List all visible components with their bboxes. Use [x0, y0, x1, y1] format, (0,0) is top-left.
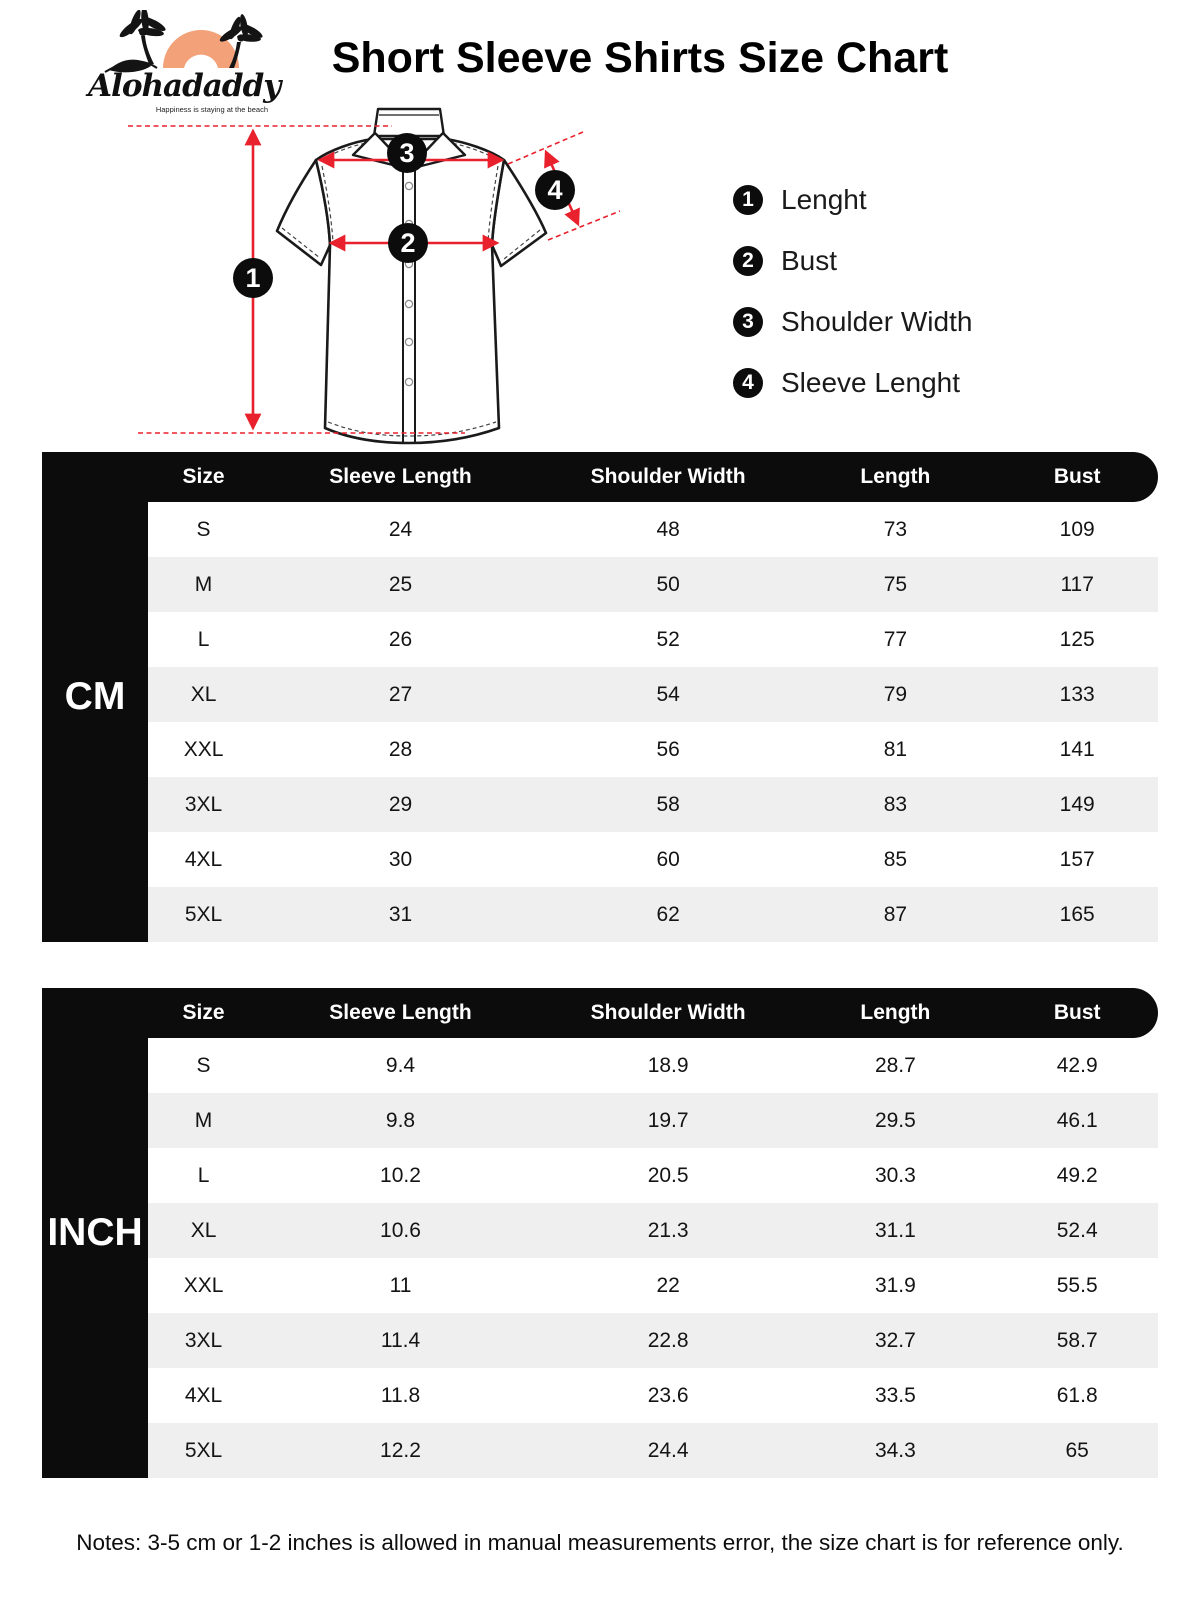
cell-bust: 141	[1059, 737, 1095, 761]
cell-shoulder-width: 48	[656, 517, 680, 541]
legend-number-badge: 1	[733, 185, 763, 215]
cell-sleeve-length: 12.2	[380, 1438, 421, 1462]
cell-length: 79	[883, 682, 908, 706]
table-row	[148, 1423, 1158, 1478]
legend-number-badge: 2	[733, 246, 763, 276]
logo-artwork	[91, 10, 276, 76]
legend-item	[733, 246, 972, 276]
cell-length: 30.3	[874, 1163, 916, 1187]
cell-length: 33.5	[874, 1383, 916, 1407]
cell-shoulder-width: 21.3	[647, 1218, 689, 1242]
cell-size: 3XL	[184, 1328, 223, 1352]
table-row	[148, 832, 1158, 887]
cell-size: M	[194, 572, 213, 596]
cell-bust: 55.5	[1056, 1273, 1098, 1297]
cell-size: 5XL	[184, 902, 223, 926]
cell-sleeve-length: 31	[388, 902, 413, 926]
cell-shoulder-width: 52	[656, 627, 680, 651]
table-row	[148, 722, 1158, 777]
unit-band-cm	[42, 452, 148, 942]
cell-shoulder-width: 60	[656, 847, 680, 871]
legend-item	[733, 307, 972, 337]
collar-band	[374, 109, 444, 136]
cell-shoulder-width: 62	[656, 902, 680, 926]
column-header: Sleeve Length	[329, 1001, 472, 1024]
cell-size: 3XL	[184, 792, 223, 816]
cell-sleeve-length: 9.8	[385, 1108, 416, 1132]
cell-sleeve-length: 9.4	[385, 1053, 416, 1077]
cell-length: 87	[883, 902, 908, 926]
cell-size: XL	[190, 682, 217, 706]
column-header: Sleeve Length	[329, 465, 472, 488]
table-row	[148, 502, 1158, 557]
cell-size: 4XL	[184, 1383, 223, 1407]
cell-shoulder-width: 56	[656, 737, 680, 761]
cell-size: L	[197, 627, 210, 651]
table-body-cm	[148, 502, 1158, 942]
cell-sleeve-length: 11.8	[380, 1383, 421, 1407]
cell-size: 5XL	[184, 1438, 223, 1462]
cell-length: 83	[883, 792, 908, 816]
cell-bust: 58.7	[1056, 1328, 1098, 1352]
table-header-cm	[42, 452, 1158, 502]
cell-bust: 65	[1065, 1438, 1089, 1462]
legend-item	[733, 185, 972, 215]
cell-shoulder-width: 58	[656, 792, 680, 816]
cell-size: L	[197, 1163, 210, 1187]
column-header: Bust	[1053, 465, 1101, 488]
cell-bust: 52.4	[1056, 1218, 1098, 1242]
column-header: Shoulder Width	[590, 1001, 746, 1024]
shirt-diagram	[120, 98, 620, 450]
cell-shoulder-width: 20.5	[647, 1163, 689, 1187]
cell-bust: 46.1	[1056, 1108, 1098, 1132]
size-table-inch	[42, 988, 1158, 1478]
column-header: Length	[860, 1001, 931, 1024]
column-header: Size	[182, 1001, 225, 1024]
table-row	[148, 1093, 1158, 1148]
cell-shoulder-width: 23.6	[647, 1383, 689, 1407]
cell-length: 28.7	[874, 1053, 916, 1077]
cell-sleeve-length: 10.2	[380, 1163, 421, 1187]
legend-label: Lenght	[781, 184, 867, 215]
table-row	[148, 612, 1158, 667]
cell-bust: 42.9	[1056, 1053, 1098, 1077]
column-header: Bust	[1053, 1001, 1101, 1024]
cell-bust: 117	[1060, 572, 1094, 596]
brand-tagline: Happiness is staying at the beach	[155, 105, 268, 114]
cell-bust: 109	[1059, 517, 1095, 541]
cell-bust: 125	[1059, 627, 1095, 651]
cell-shoulder-width: 54	[656, 682, 680, 706]
table-body-inch	[148, 1038, 1158, 1478]
cell-sleeve-length: 11	[389, 1273, 412, 1297]
cell-sleeve-length: 28	[388, 737, 413, 761]
table-row	[148, 1203, 1158, 1258]
table-row	[148, 1258, 1158, 1313]
table-header-inch	[42, 988, 1158, 1038]
cell-sleeve-length: 25	[388, 572, 413, 596]
column-header: Shoulder Width	[590, 465, 746, 488]
diagram-badge-sleeve: 4	[535, 170, 575, 210]
cell-size: XXL	[183, 1273, 224, 1297]
table-row	[148, 1368, 1158, 1423]
cell-shoulder-width: 50	[656, 572, 680, 596]
size-table-cm	[42, 452, 1158, 942]
cell-length: 81	[883, 737, 908, 761]
cell-sleeve-length: 26	[388, 627, 413, 651]
cell-bust: 133	[1059, 682, 1095, 706]
cell-length: 85	[883, 847, 908, 871]
cell-length: 77	[883, 627, 908, 651]
cell-length: 31.1	[874, 1218, 916, 1242]
legend-label: Bust	[781, 245, 838, 276]
table-row	[148, 1313, 1158, 1368]
column-header: Size	[182, 465, 225, 488]
legend-number-badge: 3	[733, 307, 763, 337]
cell-length: 34.3	[874, 1438, 916, 1462]
diagram-badge-bust: 2	[388, 223, 428, 263]
diagram-badge-length: 1	[233, 258, 273, 298]
legend-item	[733, 368, 972, 398]
cell-sleeve-length: 29	[388, 792, 413, 816]
unit-band-inch	[42, 988, 148, 1478]
cell-size: M	[194, 1108, 213, 1132]
extension-line-sleeve-top	[508, 132, 583, 164]
cell-shoulder-width: 19.7	[647, 1108, 689, 1132]
palm-tree-left	[117, 10, 167, 64]
cell-sleeve-length: 24	[388, 517, 413, 541]
cell-size: 4XL	[184, 847, 223, 871]
table-row	[148, 887, 1158, 942]
cell-bust: 149	[1059, 792, 1095, 816]
cell-sleeve-length: 27	[388, 682, 413, 706]
cell-length: 31.9	[874, 1273, 916, 1297]
extension-line-sleeve-bottom	[548, 211, 620, 240]
legend-label: Shoulder Width	[781, 306, 973, 337]
cell-size: XXL	[183, 737, 224, 761]
cell-bust: 157	[1059, 847, 1095, 871]
cell-shoulder-width: 22.8	[647, 1328, 689, 1352]
cell-bust: 49.2	[1056, 1163, 1098, 1187]
cell-length: 75	[883, 572, 908, 596]
unit-label-cm: CM	[64, 675, 126, 718]
cell-sleeve-length: 11.4	[380, 1328, 421, 1352]
cell-bust: 61.8	[1056, 1383, 1098, 1407]
cell-sleeve-length: 10.6	[380, 1218, 421, 1242]
page-title: Short Sleeve Shirts Size Chart	[331, 34, 949, 82]
legend-label: Sleeve Lenght	[781, 367, 961, 398]
cell-bust: 165	[1059, 902, 1095, 926]
cell-shoulder-width: 22	[656, 1273, 680, 1297]
cell-length: 29.5	[874, 1108, 916, 1132]
cell-size: XL	[190, 1218, 217, 1242]
brand-name: Alohadaddy	[88, 68, 281, 104]
cell-shoulder-width: 18.9	[647, 1053, 689, 1077]
measurement-legend	[733, 185, 972, 429]
column-header: Length	[860, 465, 931, 488]
notes-text: Notes: 3-5 cm or 1-2 inches is allowed in manual measurements error, the size chart is for reference only.	[76, 1530, 1124, 1555]
legend-number-badge: 4	[733, 368, 763, 398]
cell-size: S	[196, 517, 211, 541]
cell-size: S	[196, 1053, 211, 1077]
cell-sleeve-length: 30	[388, 847, 413, 871]
table-row	[148, 1148, 1158, 1203]
diagram-badge-shoulder: 3	[387, 133, 427, 173]
table-row	[148, 777, 1158, 832]
table-row	[148, 1038, 1158, 1093]
unit-label-inch: INCH	[47, 1211, 143, 1254]
table-row	[148, 667, 1158, 722]
cell-shoulder-width: 24.4	[647, 1438, 689, 1462]
cell-length: 32.7	[874, 1328, 916, 1352]
table-row	[148, 557, 1158, 612]
cell-length: 73	[883, 517, 908, 541]
